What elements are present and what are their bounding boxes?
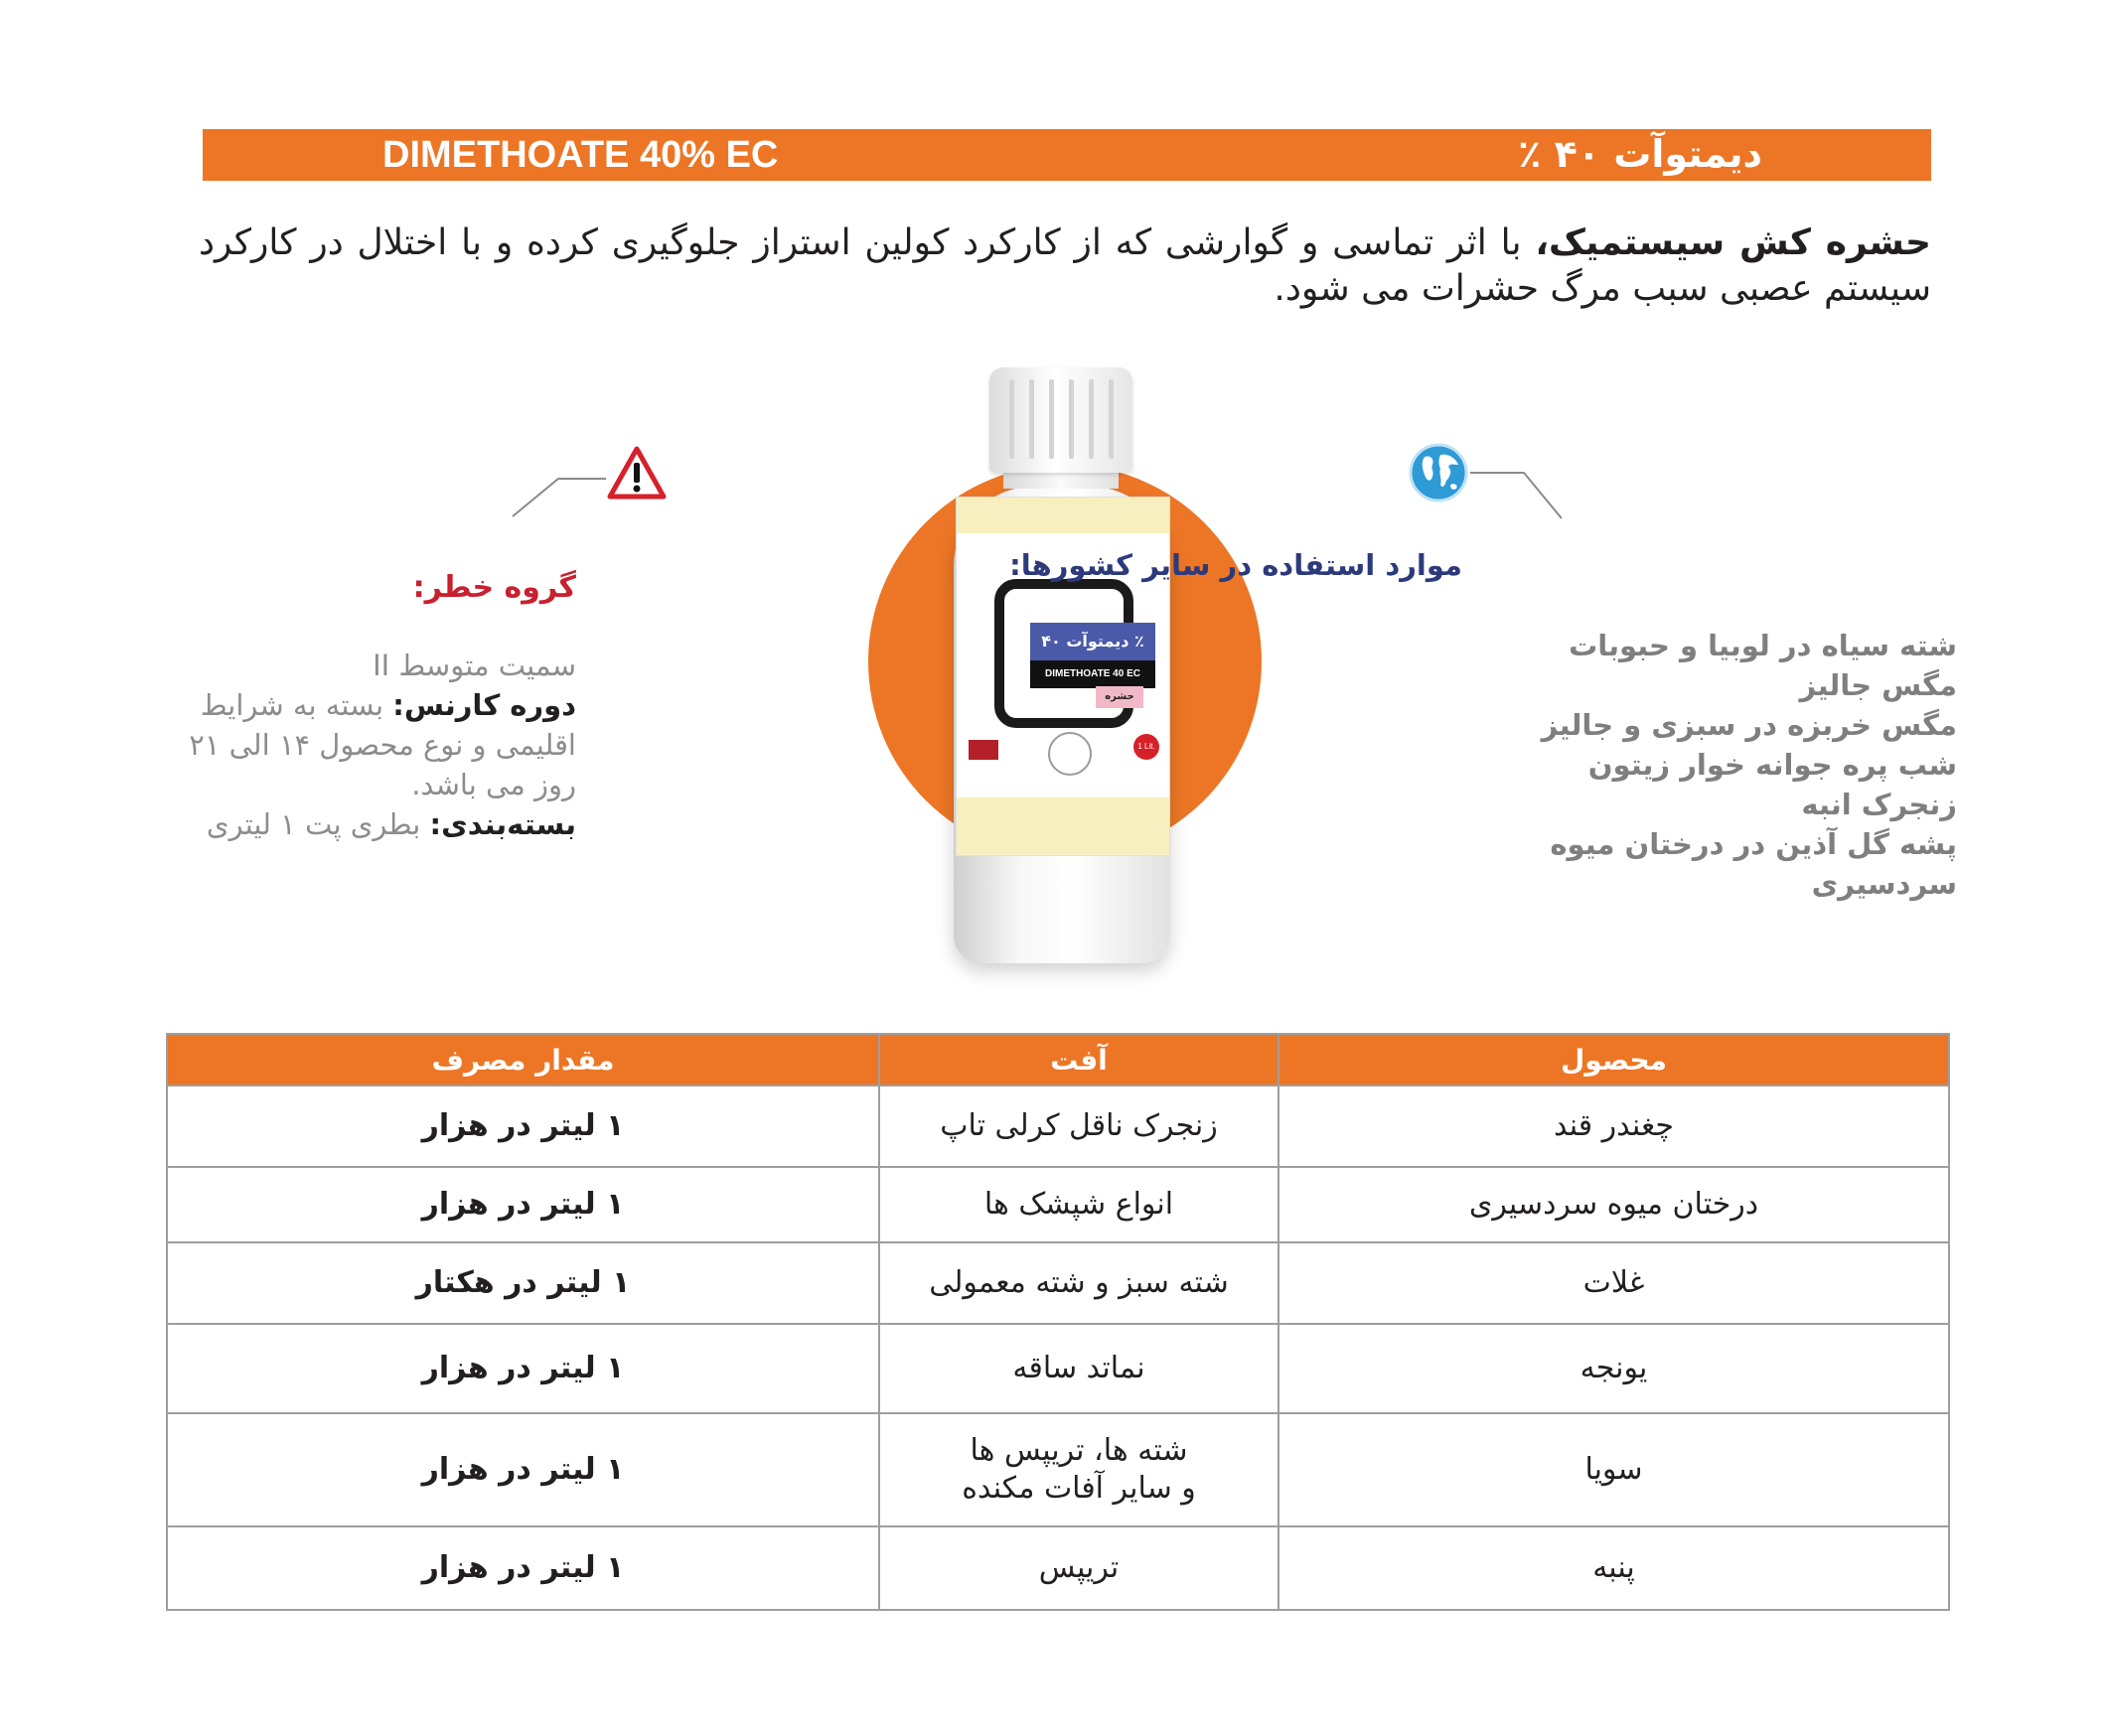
label-bottom-band	[957, 797, 1169, 855]
header-dose: مقدار مصرف	[167, 1034, 879, 1085]
crop-cell: پنبه	[1279, 1526, 1949, 1610]
dose-cell: ۱ لیتر در هزار	[167, 1413, 879, 1526]
cap-rib	[1069, 379, 1074, 459]
label-red-mark	[969, 740, 998, 760]
toxicity-class: سمیت متوسط II	[373, 649, 576, 682]
pest-cell: شته سبز و شته معمولی	[879, 1242, 1279, 1324]
product-title-persian: دیمتوآت ۴۰ ٪	[1518, 132, 1762, 176]
preharvest-value: بسته به شرایط اقلیمی و نوع محصول ۱۴ الی ۲۱ روز می باشد.	[189, 688, 576, 801]
list-item: مگس خربزه در سبزی و جالیز	[1541, 708, 1957, 742]
label-product-name: دیمتوآت ۴۰ ٪	[1030, 623, 1155, 660]
list-item: مگس جالیز	[1799, 668, 1957, 702]
list-item: پشه گل آذین در درختان میوه سردسیری	[1550, 827, 1957, 901]
table-row	[167, 1413, 1949, 1526]
pest-cell: نماتد ساقه	[879, 1324, 1279, 1413]
dose-cell: ۱ لیتر در هکتار	[167, 1242, 879, 1324]
pest-cell: انواع شپشک ها	[879, 1167, 1279, 1242]
list-item: شته سیاه در لوبیا و حبوبات	[1569, 629, 1957, 662]
crop-cell: درختان میوه سردسیری	[1279, 1167, 1949, 1242]
crop-cell: سویا	[1279, 1413, 1949, 1526]
packaging-value: بطری پت ۱ لیتری	[206, 807, 430, 841]
table-row	[167, 1242, 1949, 1324]
preharvest-interval	[159, 685, 576, 804]
warning-icon	[606, 445, 668, 501]
cap-rib	[1009, 379, 1014, 459]
cap-rib	[1089, 379, 1094, 459]
description-lead: حشره کش سیستمیک،	[1535, 222, 1931, 263]
label-product-name-english: DIMETHOATE 40 EC	[1030, 660, 1155, 688]
header-pest: آفت	[879, 1034, 1279, 1085]
cap-rib	[1109, 379, 1114, 459]
table-row	[167, 1085, 1949, 1167]
table-header-row	[167, 1034, 1949, 1085]
header-crop: محصول	[1279, 1034, 1949, 1085]
list-item: شب پره جوانه خوار زیتون	[1587, 748, 1957, 782]
dose-cell: ۱ لیتر در هزار	[167, 1324, 879, 1413]
table-row	[167, 1526, 1949, 1610]
cap-rib	[1029, 379, 1034, 459]
description-text: با اثر تماسی و گوارشی که از کارکرد کولین استراز جلوگیری کرده و با اختلال در کارکرد سیستم عصبی سبب مرگ حشرات می شود.	[199, 222, 1931, 309]
pest-cell: شته ها، تریپس ها و سایر آفات مکنده	[879, 1413, 1279, 1526]
table-row	[167, 1324, 1949, 1413]
dose-cell: ۱ لیتر در هزار	[167, 1167, 879, 1242]
product-description	[199, 220, 1931, 312]
other-uses-list	[1480, 626, 1957, 904]
preharvest-label: دوره کارنس:	[392, 688, 576, 722]
label-product-type: حشره کش	[1096, 686, 1143, 708]
crop-cell: یونجه	[1279, 1324, 1949, 1413]
usage-table	[166, 1033, 1950, 1611]
globe-icon	[1409, 443, 1468, 503]
hazard-heading: گروه خطر:	[412, 570, 576, 605]
pest-cell: تریپس	[879, 1526, 1279, 1610]
cap-rib	[1049, 379, 1054, 459]
packaging	[159, 804, 576, 844]
packaging-label: بسته‌بندی:	[429, 807, 576, 841]
label-logo-icon	[1048, 732, 1092, 776]
pest-cell: زنجرک ناقل کرلی تاپ	[879, 1085, 1279, 1167]
other-uses-heading: موارد استفاده در سایر کشورها:	[1009, 548, 1462, 582]
label-top-band	[957, 498, 1169, 533]
product-title-english: DIMETHOATE 40% EC	[382, 134, 779, 176]
list-item: زنجرک انبه	[1801, 788, 1957, 821]
table-row	[167, 1167, 1949, 1242]
crop-cell: چغندر قند	[1279, 1085, 1949, 1167]
dose-cell: ۱ لیتر در هزار	[167, 1085, 879, 1167]
crop-cell: غلات	[1279, 1242, 1949, 1324]
dose-cell: ۱ لیتر در هزار	[167, 1526, 879, 1610]
label-volume-badge: 1 Lit.	[1133, 734, 1159, 760]
hazard-details	[159, 646, 576, 844]
